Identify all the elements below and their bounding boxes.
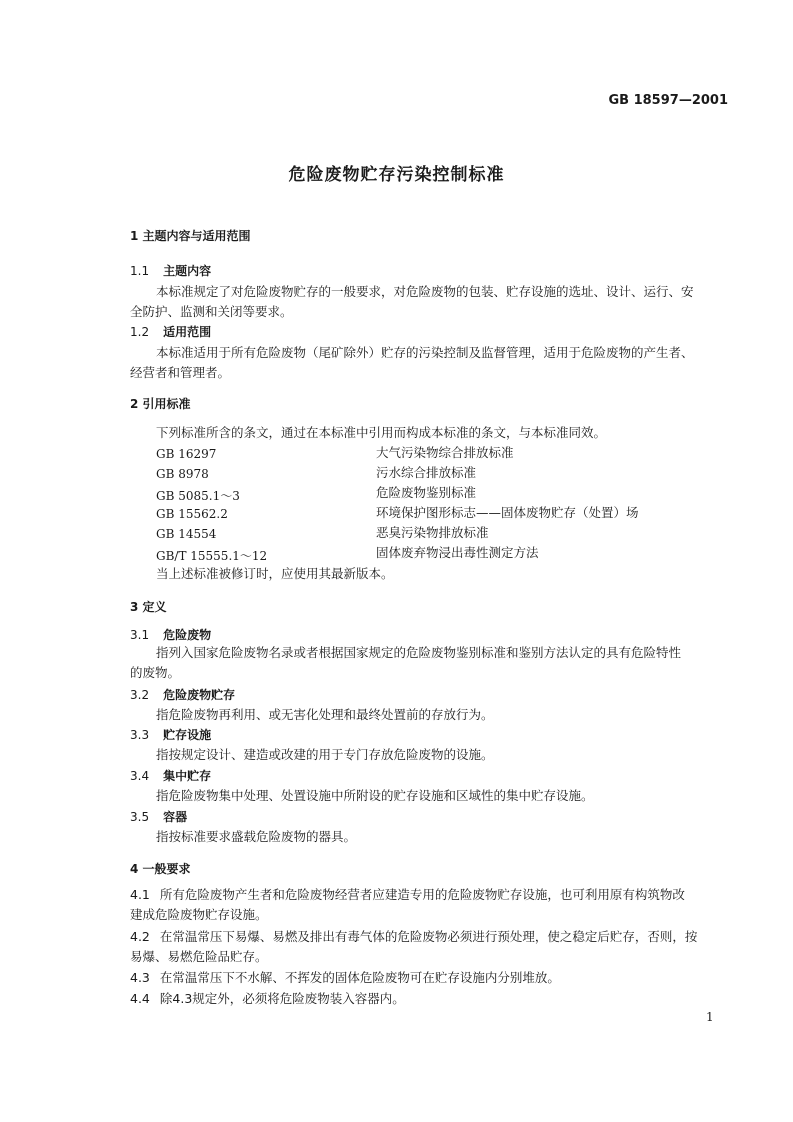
paragraph-line: 指危险废物集中处理、处置设施中所附设的贮存设施和区域性的集中贮存设施。 bbox=[156, 788, 594, 803]
section-1-1-heading bbox=[130, 262, 211, 279]
reference-name: 污水综合排放标准 bbox=[376, 465, 477, 480]
section-number: 3.3 bbox=[130, 728, 150, 742]
reference-code: GB 15562.2 bbox=[156, 507, 228, 521]
section-title: 危险废物贮存 bbox=[163, 688, 236, 702]
section-title: 适用范围 bbox=[163, 325, 212, 339]
clause-4-1 bbox=[130, 885, 685, 905]
paragraph-line: 指危险废物再利用、或无害化处理和最终处置前的存放行为。 bbox=[156, 707, 494, 722]
reference-name: 危险废物鉴别标准 bbox=[376, 485, 477, 500]
reference-code: GB 16297 bbox=[156, 447, 217, 461]
section-4-heading: 4 一般要求 bbox=[130, 862, 191, 876]
section-title: 集中贮存 bbox=[163, 769, 212, 783]
clause-4-4 bbox=[130, 989, 405, 1009]
paragraph-line: 指按规定设计、建造或改建的用于专门存放危险废物的设施。 bbox=[156, 747, 494, 762]
section-number: 1.2 bbox=[130, 325, 150, 339]
reference-code: GB/T 15555.1～12 bbox=[156, 549, 268, 563]
clause-number: 4.1 bbox=[130, 887, 150, 902]
paragraph-line: 指按标准要求盛载危险废物的器具。 bbox=[156, 829, 357, 844]
clause-number: 4.2 bbox=[130, 929, 150, 944]
paragraph-line: 所有危险废物产生者和危险废物经营者应建造专用的危险废物贮存设施，也可利用原有构筑物改 bbox=[159, 887, 685, 902]
paragraph-line: 除4.3规定外，必须将危险废物装入容器内。 bbox=[159, 991, 405, 1006]
paragraph-line: 本标准规定了对危险废物贮存的一般要求，对危险废物的包装、贮存设施的选址、设计、运行、安 bbox=[156, 284, 694, 299]
paragraph-line: 经营者和管理者。 bbox=[130, 365, 231, 380]
section-1-2-heading bbox=[130, 323, 211, 340]
section-2-heading: 2 引用标准 bbox=[130, 397, 191, 411]
section-3-1-heading bbox=[130, 626, 211, 643]
paragraph-line: 本标准适用于所有危险废物（尾矿除外）贮存的污染控制及监督管理，适用于危险废物的产生者、 bbox=[156, 345, 694, 360]
reference-name: 环境保护图形标志——固体废物贮存（处置）场 bbox=[376, 505, 639, 520]
clause-4-2 bbox=[130, 927, 697, 947]
reference-code: GB 5085.1～3 bbox=[156, 489, 240, 503]
section-1-heading: 1 主题内容与适用范围 bbox=[130, 229, 251, 243]
section-3-3-heading bbox=[130, 726, 211, 743]
paragraph-line: 的废物。 bbox=[130, 665, 181, 680]
clause-number: 4.4 bbox=[130, 991, 150, 1006]
section-title: 主题内容 bbox=[163, 264, 212, 278]
reference-name: 大气污染物综合排放标准 bbox=[376, 445, 514, 460]
section-number: 3.2 bbox=[130, 688, 150, 702]
section-3-2-heading bbox=[130, 686, 235, 703]
section-number: 3.1 bbox=[130, 628, 150, 642]
section-number: 1.1 bbox=[130, 264, 150, 278]
paragraph-line: 指列入国家危险废物名录或者根据国家规定的危险废物鉴别标准和鉴别方法认定的具有危险特性 bbox=[156, 645, 682, 660]
paragraph-line: 建成危险废物贮存设施。 bbox=[130, 907, 268, 922]
reference-name: 恶臭污染物排放标准 bbox=[376, 525, 489, 540]
clause-number: 4.3 bbox=[130, 970, 150, 985]
document-title: 危险废物贮存污染控制标准 bbox=[288, 165, 505, 185]
references-intro: 下列标准所含的条文，通过在本标准中引用而构成本标准的条文，与本标准同效。 bbox=[156, 425, 607, 440]
reference-name: 固体废弃物浸出毒性测定方法 bbox=[376, 545, 539, 560]
reference-code: GB 14554 bbox=[156, 527, 217, 541]
section-3-4-heading bbox=[130, 767, 211, 784]
section-3-5-heading bbox=[130, 808, 187, 825]
section-number: 3.4 bbox=[130, 769, 150, 783]
paragraph-line: 易爆、易燃危险品贮存。 bbox=[130, 949, 268, 964]
paragraph-line: 全防护、监测和关闭等要求。 bbox=[130, 304, 293, 319]
page-number: 1 bbox=[706, 1010, 714, 1024]
section-3-heading: 3 定义 bbox=[130, 600, 167, 614]
section-number: 3.5 bbox=[130, 810, 150, 824]
paragraph-line: 在常温常压下不水解、不挥发的固体危险废物可在贮存设施内分别堆放。 bbox=[159, 970, 560, 985]
paragraph-line: 在常温常压下易爆、易燃及排出有毒气体的危险废物必须进行预处理，使之稳定后贮存，否则，按 bbox=[159, 929, 698, 944]
references-outro: 当上述标准被修订时，应使用其最新版本。 bbox=[156, 566, 394, 581]
reference-code: GB 8978 bbox=[156, 467, 209, 481]
standard-number: GB 18597—2001 bbox=[608, 93, 728, 108]
section-title: 危险废物 bbox=[163, 628, 212, 642]
clause-4-3 bbox=[130, 968, 560, 988]
section-title: 容器 bbox=[163, 810, 188, 824]
section-title: 贮存设施 bbox=[163, 728, 212, 742]
